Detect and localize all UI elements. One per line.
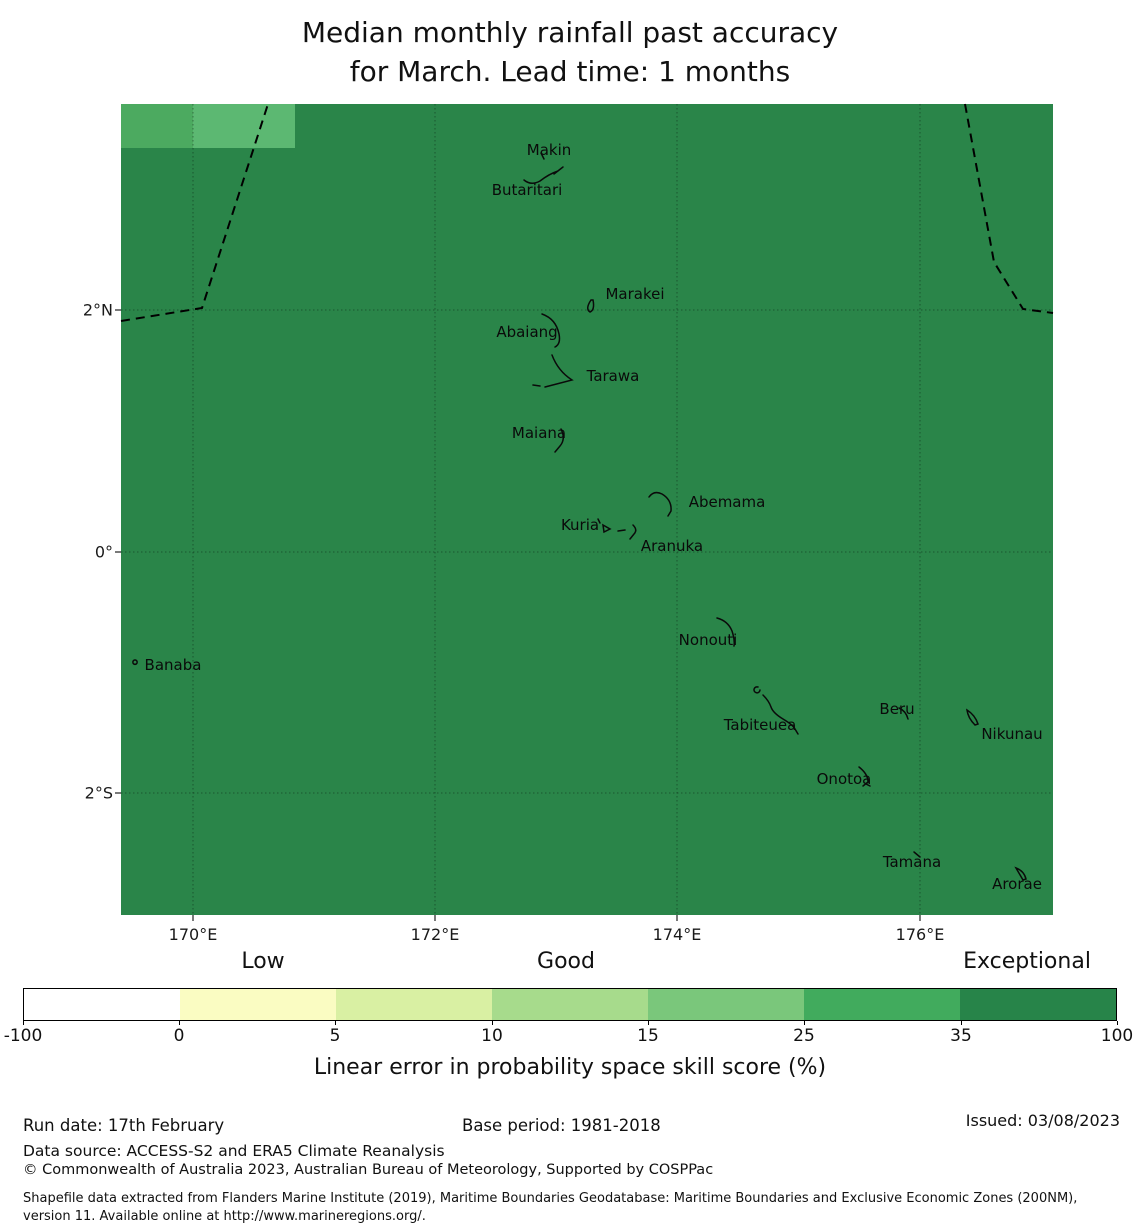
colorbar-tick xyxy=(23,1021,24,1025)
island-shape-tarawa xyxy=(533,355,572,387)
island-label-nonouti: Nonouti xyxy=(678,631,738,649)
y-tick-2n: 2°N xyxy=(82,300,113,320)
island-label-arorae: Arorae xyxy=(992,875,1042,893)
data-source-text: Data source: ACCESS-S2 and ERA5 Climate Reanalysis xyxy=(23,1142,445,1160)
colorbar-tick xyxy=(335,1021,336,1025)
eez-boundary-east xyxy=(965,104,1053,313)
colorbar-segment xyxy=(336,989,492,1020)
graticule xyxy=(121,104,1053,915)
island-label-beru: Beru xyxy=(879,700,915,718)
shapefile-note: Shapefile data extracted from Flanders Marine Institute (2019), Maritime Boundaries Geodatabase: Maritime Boundaries and Exclusive Economic Zones (200NM), version 11. Available online at http://www.marineregions.org/. xyxy=(23,1191,1078,1224)
island-label-nikunau: Nikunau xyxy=(981,725,1043,743)
colorbar-segment xyxy=(804,989,960,1020)
island-label-butaritari: Butaritari xyxy=(491,181,563,199)
island-label-tamana: Tamana xyxy=(882,853,942,871)
island-shape-abemama xyxy=(649,493,671,516)
base-period-text: Base period: 1981-2018 xyxy=(462,1116,661,1135)
x-tick-170e: 170°E xyxy=(168,925,218,944)
island-label-banaba: Banaba xyxy=(144,656,202,674)
chart-title-line2: for March. Lead time: 1 months xyxy=(349,55,791,88)
island-shape-marakei xyxy=(588,300,594,312)
map-overlay xyxy=(121,104,1053,915)
colorbar-label-10: 10 xyxy=(481,1026,503,1046)
island-shape-aranuka xyxy=(618,525,636,539)
island-label-kuria: Kuria xyxy=(560,516,600,534)
colorbar-label--100: -100 xyxy=(3,1026,43,1046)
x-tick-174e: 174°E xyxy=(652,925,702,944)
island-label-makin: Makin xyxy=(526,141,572,159)
colorbar-label-15: 15 xyxy=(637,1026,659,1046)
island-label-tarawa: Tarawa xyxy=(586,367,640,385)
colorbar-label-25: 25 xyxy=(793,1026,815,1046)
colorbar-segment xyxy=(180,989,336,1020)
island-label-abaiang: Abaiang xyxy=(496,323,558,341)
axis-ticks xyxy=(115,310,920,921)
colorbar-label-100: 100 xyxy=(1100,1026,1134,1046)
colorbar-tick xyxy=(492,1021,493,1025)
colorbar-label-5: 5 xyxy=(329,1026,341,1046)
chart-title xyxy=(0,13,1140,91)
copyright-text: © Commonwealth of Australia 2023, Australian Bureau of Meteorology, Supported by COSPPac xyxy=(23,1162,714,1178)
colorbar-segment xyxy=(492,989,648,1020)
colorbar-tick xyxy=(1117,1021,1118,1025)
colorbar-segment xyxy=(960,989,1116,1020)
scale-label-exceptional: Exceptional xyxy=(963,949,1091,974)
eez-boundaries xyxy=(121,104,1053,321)
colorbar-label-35: 35 xyxy=(950,1026,972,1046)
island-label-abemama: Abemama xyxy=(688,493,766,511)
island-shape-banaba xyxy=(133,660,137,664)
colorbar-segment xyxy=(648,989,804,1020)
island-label-maiana: Maiana xyxy=(511,424,567,442)
island-label-onotoa: Onotoa xyxy=(816,770,872,788)
colorbar-label-0: 0 xyxy=(173,1026,185,1046)
island-label-tabiteuea: Tabiteuea xyxy=(723,716,797,734)
scale-label-low: Low xyxy=(241,949,285,974)
island-shape-kuria xyxy=(598,519,610,532)
island-label-aranuka: Aranuka xyxy=(640,537,704,555)
colorbar-tick xyxy=(961,1021,962,1025)
colorbar xyxy=(23,988,1117,1021)
chart-title-line1: Median monthly rainfall past accuracy xyxy=(301,16,839,49)
run-date-text: Run date: 17th February xyxy=(23,1116,225,1135)
eez-boundary-west xyxy=(121,104,268,321)
island-label-marakei: Marakei xyxy=(605,285,665,303)
map-plot-area xyxy=(121,104,1053,915)
colorbar-caption: Linear error in probability space skill score (%) xyxy=(313,1055,827,1080)
colorbar-segment xyxy=(24,989,180,1020)
issued-date-text: Issued: 03/08/2023 xyxy=(965,1111,1120,1130)
y-tick-2s: 2°S xyxy=(84,783,113,803)
x-tick-172e: 172°E xyxy=(410,925,460,944)
colorbar-tick xyxy=(804,1021,805,1025)
colorbar-tick xyxy=(179,1021,180,1025)
y-tick-0: 0° xyxy=(94,542,113,562)
island-shape-nikunau xyxy=(967,710,978,725)
x-tick-176e: 176°E xyxy=(895,925,945,944)
scale-label-good: Good xyxy=(537,949,595,974)
colorbar-tick xyxy=(648,1021,649,1025)
